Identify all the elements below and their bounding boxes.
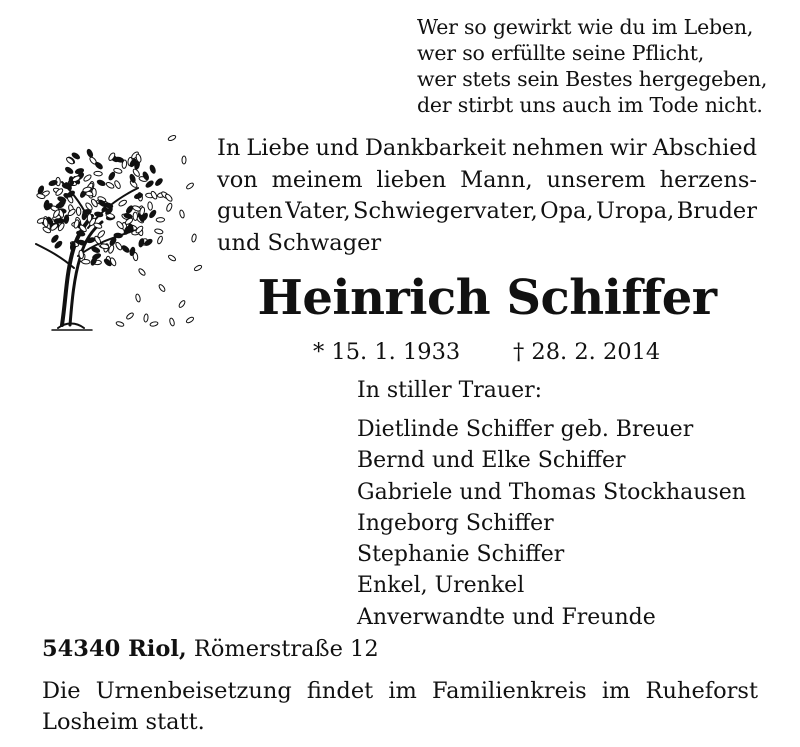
birth-date: * 15. 1. 1933: [313, 339, 461, 365]
word: nehmen: [512, 135, 604, 161]
word: In: [217, 135, 241, 161]
word: wir: [609, 135, 647, 161]
word: Mann,: [460, 166, 533, 193]
word: von: [217, 166, 258, 193]
postal-city: 54340 Riol,: [42, 636, 187, 662]
notice-line-1: [42, 676, 758, 707]
word: Urnenbeisetzung: [95, 678, 292, 704]
word: im: [601, 678, 631, 704]
word: meinem: [271, 166, 363, 193]
word: Opa,: [540, 198, 594, 224]
list-item: Enkel, Urenkel: [357, 573, 525, 599]
intro-text: [217, 133, 757, 259]
list-item: Stephanie Schiffer: [357, 542, 565, 568]
word: Ruheforst: [645, 678, 758, 704]
word: Bruder: [676, 198, 757, 224]
intro-line-3: [217, 196, 757, 228]
list-item: Gabriele und Thomas Stockhausen: [357, 479, 746, 505]
word: Familienkreis: [432, 678, 587, 704]
word: Abschied: [652, 135, 757, 161]
burial-notice: [42, 676, 758, 738]
notice-line-2: Losheim statt.: [42, 709, 205, 735]
verse-line: wer stets sein Bestes hergegeben,: [417, 67, 768, 91]
word: Schwiegervater,: [353, 198, 538, 224]
word: lieben: [376, 166, 447, 193]
list-item: Dietlinde Schiffer geb. Breuer: [357, 417, 694, 442]
verse-line: Wer so gewirkt wie du im Leben,: [417, 15, 754, 39]
word: und: [315, 135, 359, 161]
death-date: † 28. 2. 2014: [513, 339, 661, 365]
street: Römerstraße 12: [193, 636, 379, 662]
intro-line-2: [217, 165, 757, 197]
intro-line-4: und Schwager: [217, 229, 382, 256]
word: findet: [306, 678, 374, 704]
word: unserem: [546, 166, 646, 193]
word: Vater,: [285, 198, 351, 224]
word: herzens-: [659, 166, 757, 193]
verse-block: [417, 14, 777, 118]
list-item: Bernd und Elke Schiffer: [357, 448, 626, 474]
deceased-name: Heinrich Schiffer: [257, 270, 717, 326]
mourners-list: [357, 414, 746, 633]
windblown-tree-icon: [22, 118, 208, 336]
family-address: [42, 634, 379, 665]
verse-line: der stirbt uns auch im Tode nicht.: [417, 93, 763, 117]
mourning-title: In stiller Trauer:: [357, 378, 543, 403]
word: im: [388, 678, 417, 704]
intro-line-1: [217, 133, 757, 165]
word: Dankbarkeit: [364, 135, 507, 161]
word: Die: [42, 678, 81, 704]
word: Liebe: [246, 135, 310, 161]
word: Uropa,: [596, 198, 675, 224]
verse-line: wer so erfüllte seine Pflicht,: [417, 41, 705, 65]
word: guten: [217, 198, 283, 224]
list-item: Anverwandte und Freunde: [357, 604, 656, 630]
list-item: Ingeborg Schiffer: [357, 510, 554, 536]
